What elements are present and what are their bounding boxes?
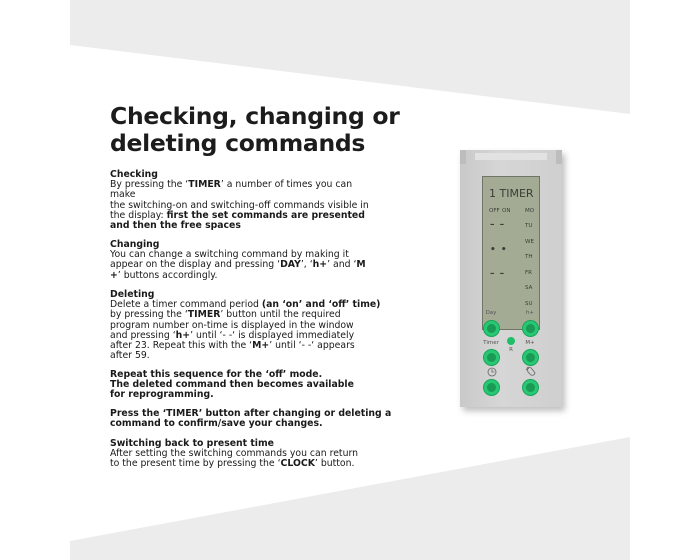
bold-text: and then the free spaces [110, 220, 241, 232]
text-line [110, 459, 358, 469]
lcd-day: MO [525, 208, 535, 214]
bold-text: Switching back to present time [110, 438, 274, 449]
text: You can change a switching command by making it [110, 249, 349, 261]
lcd-day: SU [525, 301, 533, 307]
text: to the present time by pressing the ‘ [110, 458, 281, 470]
text: By pressing the ‘ [110, 179, 189, 191]
lcd-day: FR [525, 270, 532, 276]
bold-text: DAY [280, 259, 301, 271]
bold-text: + [110, 269, 118, 281]
timer-device [460, 150, 562, 407]
device-cover-clip [475, 153, 547, 160]
section-deleting [110, 290, 380, 361]
text: Delete a timer command period [110, 299, 262, 311]
reset-button[interactable] [507, 337, 515, 345]
manual-button[interactable] [523, 380, 538, 395]
text: after 59. [110, 350, 150, 362]
day-button[interactable] [484, 321, 499, 336]
text-line [110, 351, 380, 361]
bold-text: Repeat this sequence for the ‘off’ mode. [110, 369, 323, 380]
clock-button[interactable] [484, 380, 499, 395]
bold-text: command to confirm/save your changes. [110, 418, 323, 430]
text: After setting the switching commands you can return [110, 448, 359, 460]
bold-text: M+ [252, 340, 270, 352]
h-plus-button[interactable] [523, 321, 538, 336]
bold-text: Deleting [110, 289, 155, 300]
text: ’ until ‘- -‘ appears [269, 340, 355, 352]
text-line [110, 390, 354, 400]
text-line [110, 271, 366, 281]
text: program number on-time is displayed in the window [110, 319, 354, 331]
text: the switching-on and switching-off commands visible in [110, 199, 369, 211]
text-line [110, 180, 369, 190]
bold-text: TIMER [188, 179, 221, 191]
title-line: deleting commands [110, 129, 366, 157]
text-line [110, 419, 391, 429]
lcd-colon: • • [490, 245, 508, 255]
timer-button[interactable] [484, 350, 499, 365]
device-tab [460, 150, 466, 164]
text: by pressing the ‘ [110, 309, 188, 321]
lcd-day: SA [525, 285, 533, 291]
section-press-timer [110, 409, 391, 429]
reset-label: R [509, 347, 513, 353]
bold-text: CLOCK [280, 458, 315, 470]
text: ’ buttons accordingly. [117, 269, 218, 281]
bold-text: h+ [312, 259, 328, 271]
section-repeat [110, 370, 354, 401]
section-checking [110, 170, 369, 231]
text: ’ until ‘- -‘ is displayed immediately [190, 329, 355, 341]
text: ’ a number of times you can [220, 179, 353, 191]
day-label: Day [485, 310, 497, 316]
bold-text: h+ [175, 329, 191, 341]
clock-icon [487, 367, 497, 377]
text: the display: [110, 209, 167, 221]
bold-text: Changing [110, 239, 160, 250]
text: and pressing ‘ [110, 329, 176, 341]
lcd-title: 1 TIMER [489, 187, 534, 200]
lcd-day: TH [525, 254, 533, 260]
text: after 23. Repeat this with the ‘ [110, 340, 253, 352]
text: ’ button until the required [220, 309, 341, 321]
bold-text: The deleted command then becomes available [110, 379, 354, 391]
bold-text: Press the ‘TIMER’ button after changing or deleting a [110, 408, 392, 419]
section-switching-back [110, 439, 358, 470]
lcd-day: TU [525, 223, 533, 229]
h-plus-label: h+ [525, 310, 535, 316]
device-tab [556, 150, 562, 164]
bold-text: M [356, 259, 366, 271]
bold-text: first the set commands are presented [166, 209, 365, 221]
timer-label: Timer [483, 340, 499, 346]
hand-icon [525, 366, 537, 377]
text-line [110, 341, 380, 351]
bold-text: (an ‘on’ and ‘off’ time) [261, 299, 381, 311]
m-plus-button[interactable] [523, 350, 538, 365]
text: appear on the display and pressing ‘ [110, 259, 281, 271]
text-line [110, 221, 369, 231]
lcd-day: WE [525, 239, 534, 245]
bold-text: TIMER [187, 309, 221, 321]
m-plus-label: M+ [525, 340, 535, 346]
lcd-on-label: ON [502, 208, 511, 214]
text: ’ and ‘ [327, 259, 357, 271]
lcd-display [482, 176, 540, 330]
bold-text: Checking [110, 169, 158, 180]
lcd-hours: – – [490, 220, 506, 230]
page-title [110, 103, 399, 157]
bold-text: for reprogramming. [110, 389, 214, 401]
title-line: Checking, changing or [110, 102, 400, 130]
lcd-minutes: – – [490, 269, 506, 279]
text: ’ button. [314, 458, 355, 470]
text: make [110, 189, 136, 201]
lcd-off-label: OFF [489, 208, 500, 214]
section-changing [110, 240, 366, 281]
text: ’, ‘ [300, 259, 313, 271]
